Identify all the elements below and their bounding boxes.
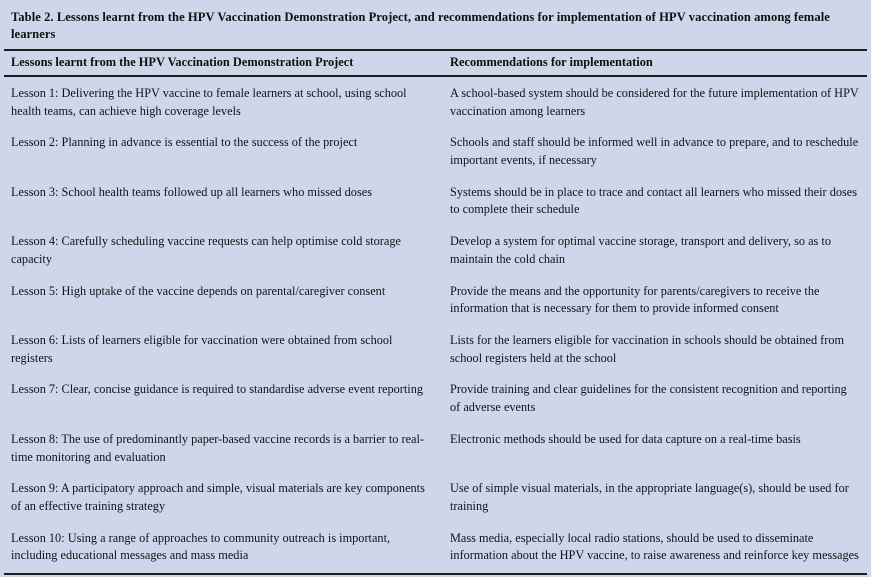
cell-lesson: Lesson 1: Delivering the HPV vaccine to female learners at school, using school health teams, can achieve high coverage levels <box>11 85 407 118</box>
cell-lesson: Lesson 3: School health teams followed up all learners who missed doses <box>11 184 372 199</box>
cell-lesson: Lesson 8: The use of predominantly paper-based vaccine records is a barrier to real-time monitoring and evaluation <box>11 431 425 464</box>
cell-recommendation: Schools and staff should be informed well in advance to prepare, and to reschedule important events, if necessary <box>450 135 859 168</box>
table-row <box>0 126 871 175</box>
cell-lesson: Lesson 9: A participatory approach and simple, visual materials are key components of an effective training strategy <box>11 481 425 513</box>
cell-lesson: Lesson 4: Carefully scheduling vaccine requests can help optimise cold storage capacity <box>11 234 401 266</box>
lessons-table-body <box>0 77 871 571</box>
cell-recommendation: Mass media, especially local radio stations, should be used to disseminate information about the HPV vaccine, to raise awareness and reinforce key messages <box>450 530 859 563</box>
cell-lesson: Lesson 6: Lists of learners eligible for vaccination were obtained from school registers <box>11 333 393 365</box>
cell-lesson: Lesson 2: Planning in advance is essential to the success of the project <box>11 135 358 150</box>
table-row <box>0 324 871 373</box>
cell-recommendation: A school-based system should be considered for the future implementation of HPV vaccination among learners <box>450 85 859 118</box>
lessons-table <box>0 51 871 75</box>
table-row <box>0 472 871 521</box>
table-header-row <box>0 51 871 75</box>
cell-lesson: Lesson 5: High uptake of the vaccine depends on parental/caregiver consent <box>11 283 386 298</box>
cell-lesson: Lesson 10: Using a range of approaches to community outreach is important, including educational messages and mass media <box>11 530 391 563</box>
table-row <box>0 522 871 571</box>
column-header-recommendations: Recommendations for implementation <box>450 55 653 70</box>
cell-recommendation: Provide the means and the opportunity for parents/caregivers to receive the information that is necessary for them to provide informed consent <box>450 283 820 316</box>
cell-recommendation: Develop a system for optimal vaccine storage, transport and delivery, so as to maintain the cold chain <box>450 234 831 266</box>
table-row <box>0 225 871 274</box>
table-header <box>0 51 871 75</box>
table-caption: Table 2. Lessons learnt from the HPV Vaccination Demonstration Project, and recommendations for implementation of HPV vaccination among female learners <box>11 10 830 41</box>
table-bottom-rule <box>4 573 867 575</box>
table-row <box>0 77 871 126</box>
table-row <box>0 373 871 422</box>
cell-recommendation: Systems should be in place to trace and contact all learners who missed their doses to complete their schedule <box>450 184 858 217</box>
table-row <box>0 423 871 472</box>
table-row <box>0 275 871 324</box>
column-header-lessons: Lessons learnt from the HPV Vaccination Demonstration Project <box>11 55 354 70</box>
cell-recommendation: Electronic methods should be used for data capture on a real-time basis <box>450 431 801 446</box>
cell-lesson: Lesson 7: Clear, concise guidance is required to standardise adverse event reporting <box>11 382 423 397</box>
table-row <box>0 176 871 225</box>
cell-recommendation: Provide training and clear guidelines for the consistent recognition and reporting of adverse events <box>450 382 847 415</box>
cell-recommendation: Lists for the learners eligible for vaccination in schools should be obtained from school registers held at the school <box>450 333 845 365</box>
cell-recommendation: Use of simple visual materials, in the appropriate language(s), should be used for training <box>450 481 849 513</box>
